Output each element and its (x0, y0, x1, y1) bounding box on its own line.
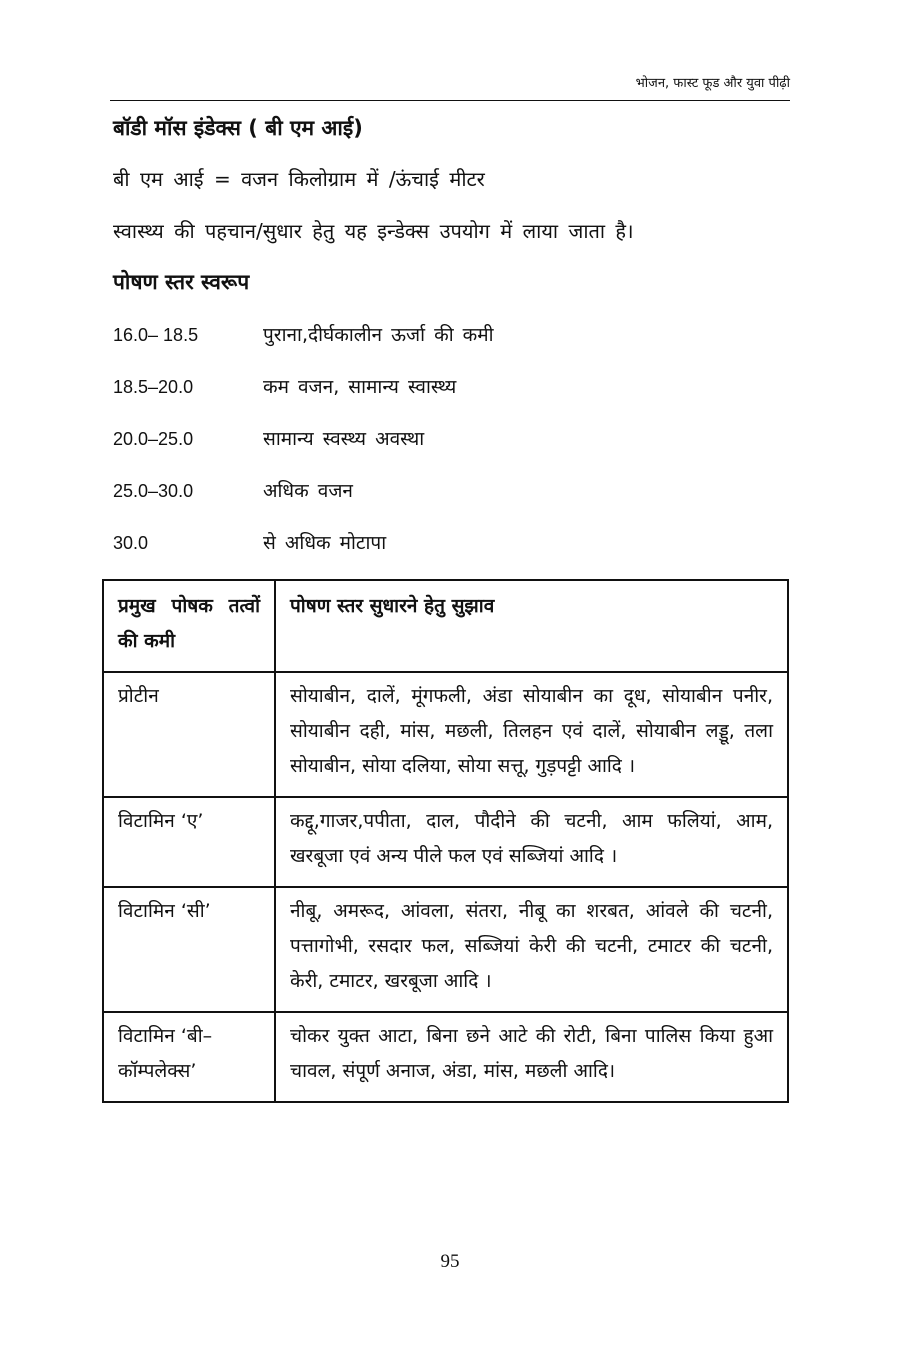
nutrient-cell: प्रोटीन (103, 672, 275, 797)
bmi-range: 30.0 (113, 533, 149, 553)
nutrient-cell: विटामिन ‘ए’ (103, 797, 275, 887)
bmi-formula: बी एम आई = वजन किलोग्राम में /ऊंचाई मीटर (113, 167, 485, 191)
suggestion-cell: सोयाबीन, दालें, मूंगफली, अंडा सोयाबीन का दूध, सोयाबीन पनीर, सोयाबीन दही, मांस, मछली, तिलहन एवं दालें, सोयाबीन लड्डू, तला सोयाबीन, सोया दलिया, सोया सत्तू, गुड़पट्टी आदि । (275, 672, 788, 797)
bmi-description: अधिक वजन (263, 480, 353, 502)
table-row (103, 797, 788, 887)
bmi-level-row (113, 320, 773, 350)
bmi-description: सामान्य स्वस्थ्य अवस्था (263, 428, 425, 450)
table-row (103, 1012, 788, 1102)
bmi-purpose: स्वास्थ्य की पहचान/सुधार हेतु यह इन्डेक्स उपयोग में लाया जाता है। (113, 219, 634, 243)
nutrition-levels-heading: पोषण स्तर स्वरूप (113, 270, 250, 294)
header-nutrient-deficiency: प्रमुख पोषक तत्वों की कमी (103, 580, 275, 672)
bmi-description: कम वजन, सामान्य स्वास्थ्य (263, 376, 457, 398)
bmi-range: 25.0–30.0 (113, 481, 194, 501)
bmi-level-row (113, 476, 773, 506)
running-header: भोजन, फास्ट फूड और युवा पीढ़ी (110, 74, 790, 101)
bmi-level-row (113, 528, 773, 558)
nutrient-cell: विटामिन ‘बी–कॉम्पलेक्स’ (103, 1012, 275, 1102)
bmi-level-row (113, 372, 773, 402)
bmi-description: से अधिक मोटापा (263, 532, 387, 554)
bmi-heading: बॉडी मॉस इंडेक्स ( बी एम आई) (113, 116, 363, 140)
suggestion-cell: कद्दू,गाजर,पपीता, दाल, पौदीने की चटनी, आम फलियां, आम, खरबूजा एवं अन्य पीले फल एवं सब्जियां आदि । (275, 797, 788, 887)
suggestion-cell: चोकर युक्त आटा, बिना छने आटे की रोटी, बिना पालिस किया हुआ चावल, संपूर्ण अनाज, अंडा, मांस, मछली आदि। (275, 1012, 788, 1102)
table-row (103, 672, 788, 797)
bmi-range: 18.5–20.0 (113, 377, 194, 397)
bmi-level-row (113, 424, 773, 454)
page-number: 95 (440, 1251, 460, 1272)
table-row (103, 887, 788, 1012)
bmi-range: 16.0– 18.5 (113, 325, 199, 345)
suggestion-cell: नीबू, अमरूद, आंवला, संतरा, नीबू का शरबत, आंवले की चटनी, पत्तागोभी, रसदार फल, सब्जियां केरी की चटनी, टमाटर की चटनी, केरी, टमाटर, खरबूजा आदि । (275, 887, 788, 1012)
nutrition-table (102, 579, 789, 1103)
bmi-range: 20.0–25.0 (113, 429, 194, 449)
bmi-description: पुराना,दीर्घकालीन ऊर्जा की कमी (263, 324, 494, 346)
table-header-row (103, 580, 788, 672)
nutrient-cell: विटामिन ‘सी’ (103, 887, 275, 1012)
header-suggestions: पोषण स्तर सुधारने हेतु सुझाव (275, 580, 788, 672)
